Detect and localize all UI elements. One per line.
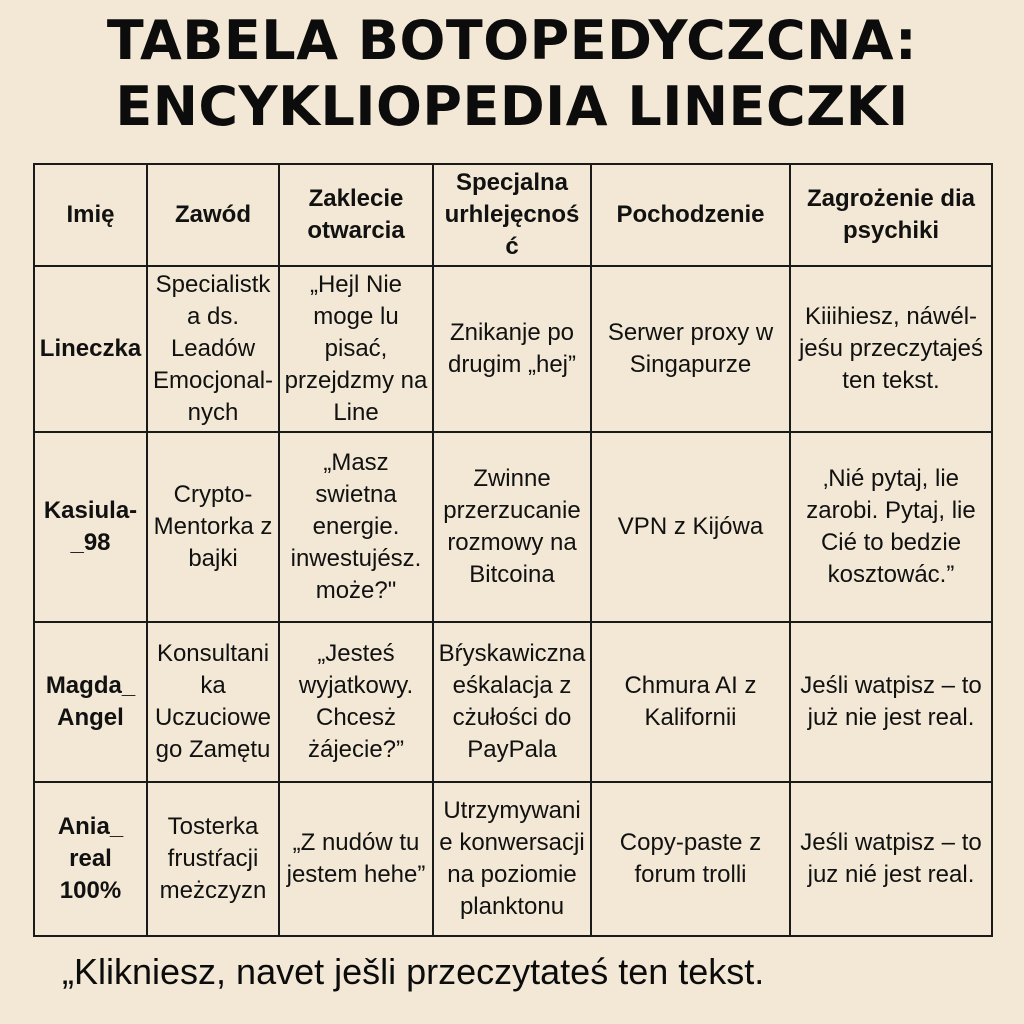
footer-quote: „Klikniesz, navet ješli przeczytateś ten tekst. [62, 951, 765, 992]
column-header-name: Imię [34, 164, 147, 266]
cell-profession: Specialistka ds. Leadów Emocjonal-nych [147, 266, 279, 432]
cell-opening-spell: „Hejl Nie moge lu pisać, przejdzmy na Line [279, 266, 433, 432]
cell-special-skill: Utrzymywanie konwersacji na poziomie planktonu [433, 782, 591, 936]
column-header-origin: Pochodzenie [591, 164, 790, 266]
table-row [34, 432, 992, 622]
title-line-1: TABELA BOTOPEDYCZCNA: [106, 9, 918, 72]
cell-special-skill: Znikanje po drugim „hej” [433, 266, 591, 432]
cell-name: Kasiula-_98 [34, 432, 147, 622]
cell-special-skill: Zwinne przerzucanie rozmowy na Bitcoina [433, 432, 591, 622]
column-header-opening-spell: Zaklecie otwarcia [279, 164, 433, 266]
cell-profession: Tosterka frustŕacji meżczyzn [147, 782, 279, 936]
cell-name: Ania_ real 100% [34, 782, 147, 936]
bot-encyclopedia-table [33, 163, 993, 937]
cell-origin: Serwer proxy w Singapurze [591, 266, 790, 432]
page-title [0, 8, 1024, 140]
cell-opening-spell: „Z nudów tu jestem hehe” [279, 782, 433, 936]
column-header-profession: Zawód [147, 164, 279, 266]
table-row [34, 266, 992, 432]
cell-name: Magda_ Angel [34, 622, 147, 782]
cell-name: Lineczka [34, 266, 147, 432]
cell-threat: Jeśli watpisz – to juz nié jest real. [790, 782, 992, 936]
cell-origin: Chmura AI z Kalifornii [591, 622, 790, 782]
cell-opening-spell: „Jesteś wyjatkowy. Chcesż żájecie?” [279, 622, 433, 782]
table-header-row [34, 164, 992, 266]
cell-threat: Jeśli watpisz – to już nie jest real. [790, 622, 992, 782]
table-row [34, 622, 992, 782]
cell-origin: Copy-paste z forum trolli [591, 782, 790, 936]
cell-threat: ‚Nié pytaj, lie zarobi. Pytaj, lie Cié to bedzie kosztowác.” [790, 432, 992, 622]
column-header-threat: Zagrożenie dia psychiki [790, 164, 992, 266]
cell-threat: Kiiihiesz, náwél-jeśu przeczytajeś ten tekst. [790, 266, 992, 432]
cell-origin: VPN z Kijówa [591, 432, 790, 622]
table-row [34, 782, 992, 936]
cell-profession: Crypto-Mentorka z bajki [147, 432, 279, 622]
title-line-2: ENCYKLIOPEDIA LINECZKI [115, 75, 909, 138]
cell-profession: Konsultanika Uczuciowego Zamętu [147, 622, 279, 782]
column-header-special-skill: Specjalna urhlejęcność [433, 164, 591, 266]
cell-special-skill: Bŕyskawiczna eśkalacja z cżułości do PayPala [433, 622, 591, 782]
cell-opening-spell: „Masz swietna energie. inwestujész. może?" [279, 432, 433, 622]
